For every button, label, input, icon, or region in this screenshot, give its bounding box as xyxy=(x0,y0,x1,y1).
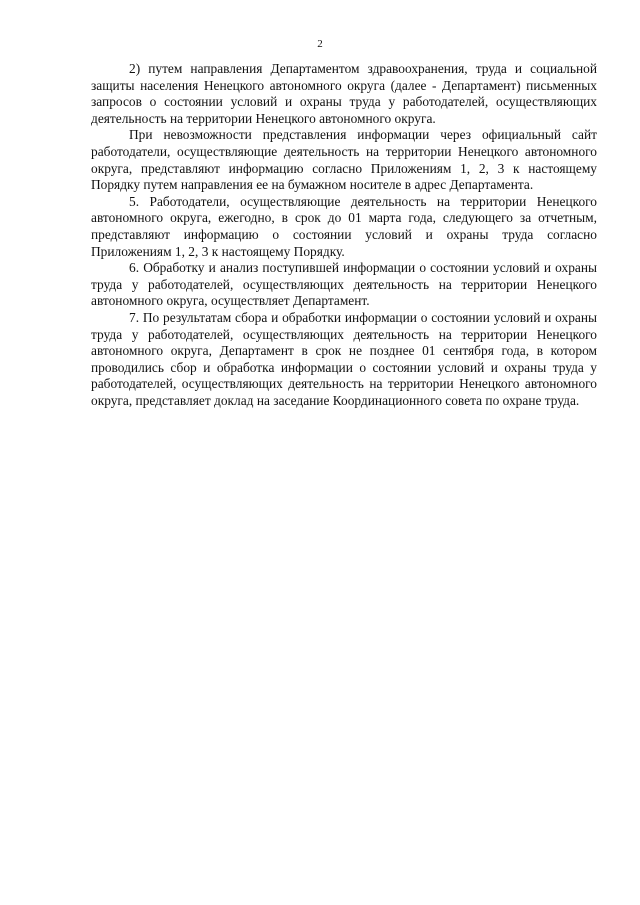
page-number: 2 xyxy=(317,38,323,50)
paragraph-paper-submission: При невозможности представления информации через официальный сайт работодатели, осуществляющие деятельность на территории Ненецкого автономного округа, представляют информацию согласно Приложениям 1, 2, 3 к настоящему Порядку путем направления ее на бумажном носителе в адрес Департамента. xyxy=(91,127,597,193)
paragraph-5-annual-deadline: 5. Работодатели, осуществляющие деятельность на территории Ненецкого автономного округа, ежегодно, в срок до 01 марта года, следующего за отчетным, представляют информацию о состоянии условий и охраны труда согласно Приложениям 1, 2, 3 к настоящему Порядку. xyxy=(91,193,597,259)
paragraph-6-processing: 6. Обработку и анализ поступившей информации о состоянии условий и охраны труда у работодателей, осуществляющих деятельность на территории Ненецкого автономного округа, осуществляет Департамент. xyxy=(91,260,597,309)
paragraph-7-report: 7. По результатам сбора и обработки информации о состоянии условий и охраны труда у работодателей, осуществляющих деятельность на территории Ненецкого автономного округа, Департамент в срок не позднее 01 сентября года, в котором проводились сбор и обработка информации о состоянии условий и охраны труда у работодателей, осуществляющих деятельность на территории Ненецкого автономного округа, представляет доклад на заседание Координационного совета по охране труда. xyxy=(91,309,597,408)
paragraph-item-2-requests: 2) путем направления Департаментом здравоохранения, труда и социальной защиты населения Ненецкого автономного округа (далее - Департамент) письменных запросов о состоянии условий и охраны труда у работодателей, осуществляющих деятельность на территории Ненецкого автономного округа. xyxy=(91,61,597,126)
document-body xyxy=(91,61,597,409)
